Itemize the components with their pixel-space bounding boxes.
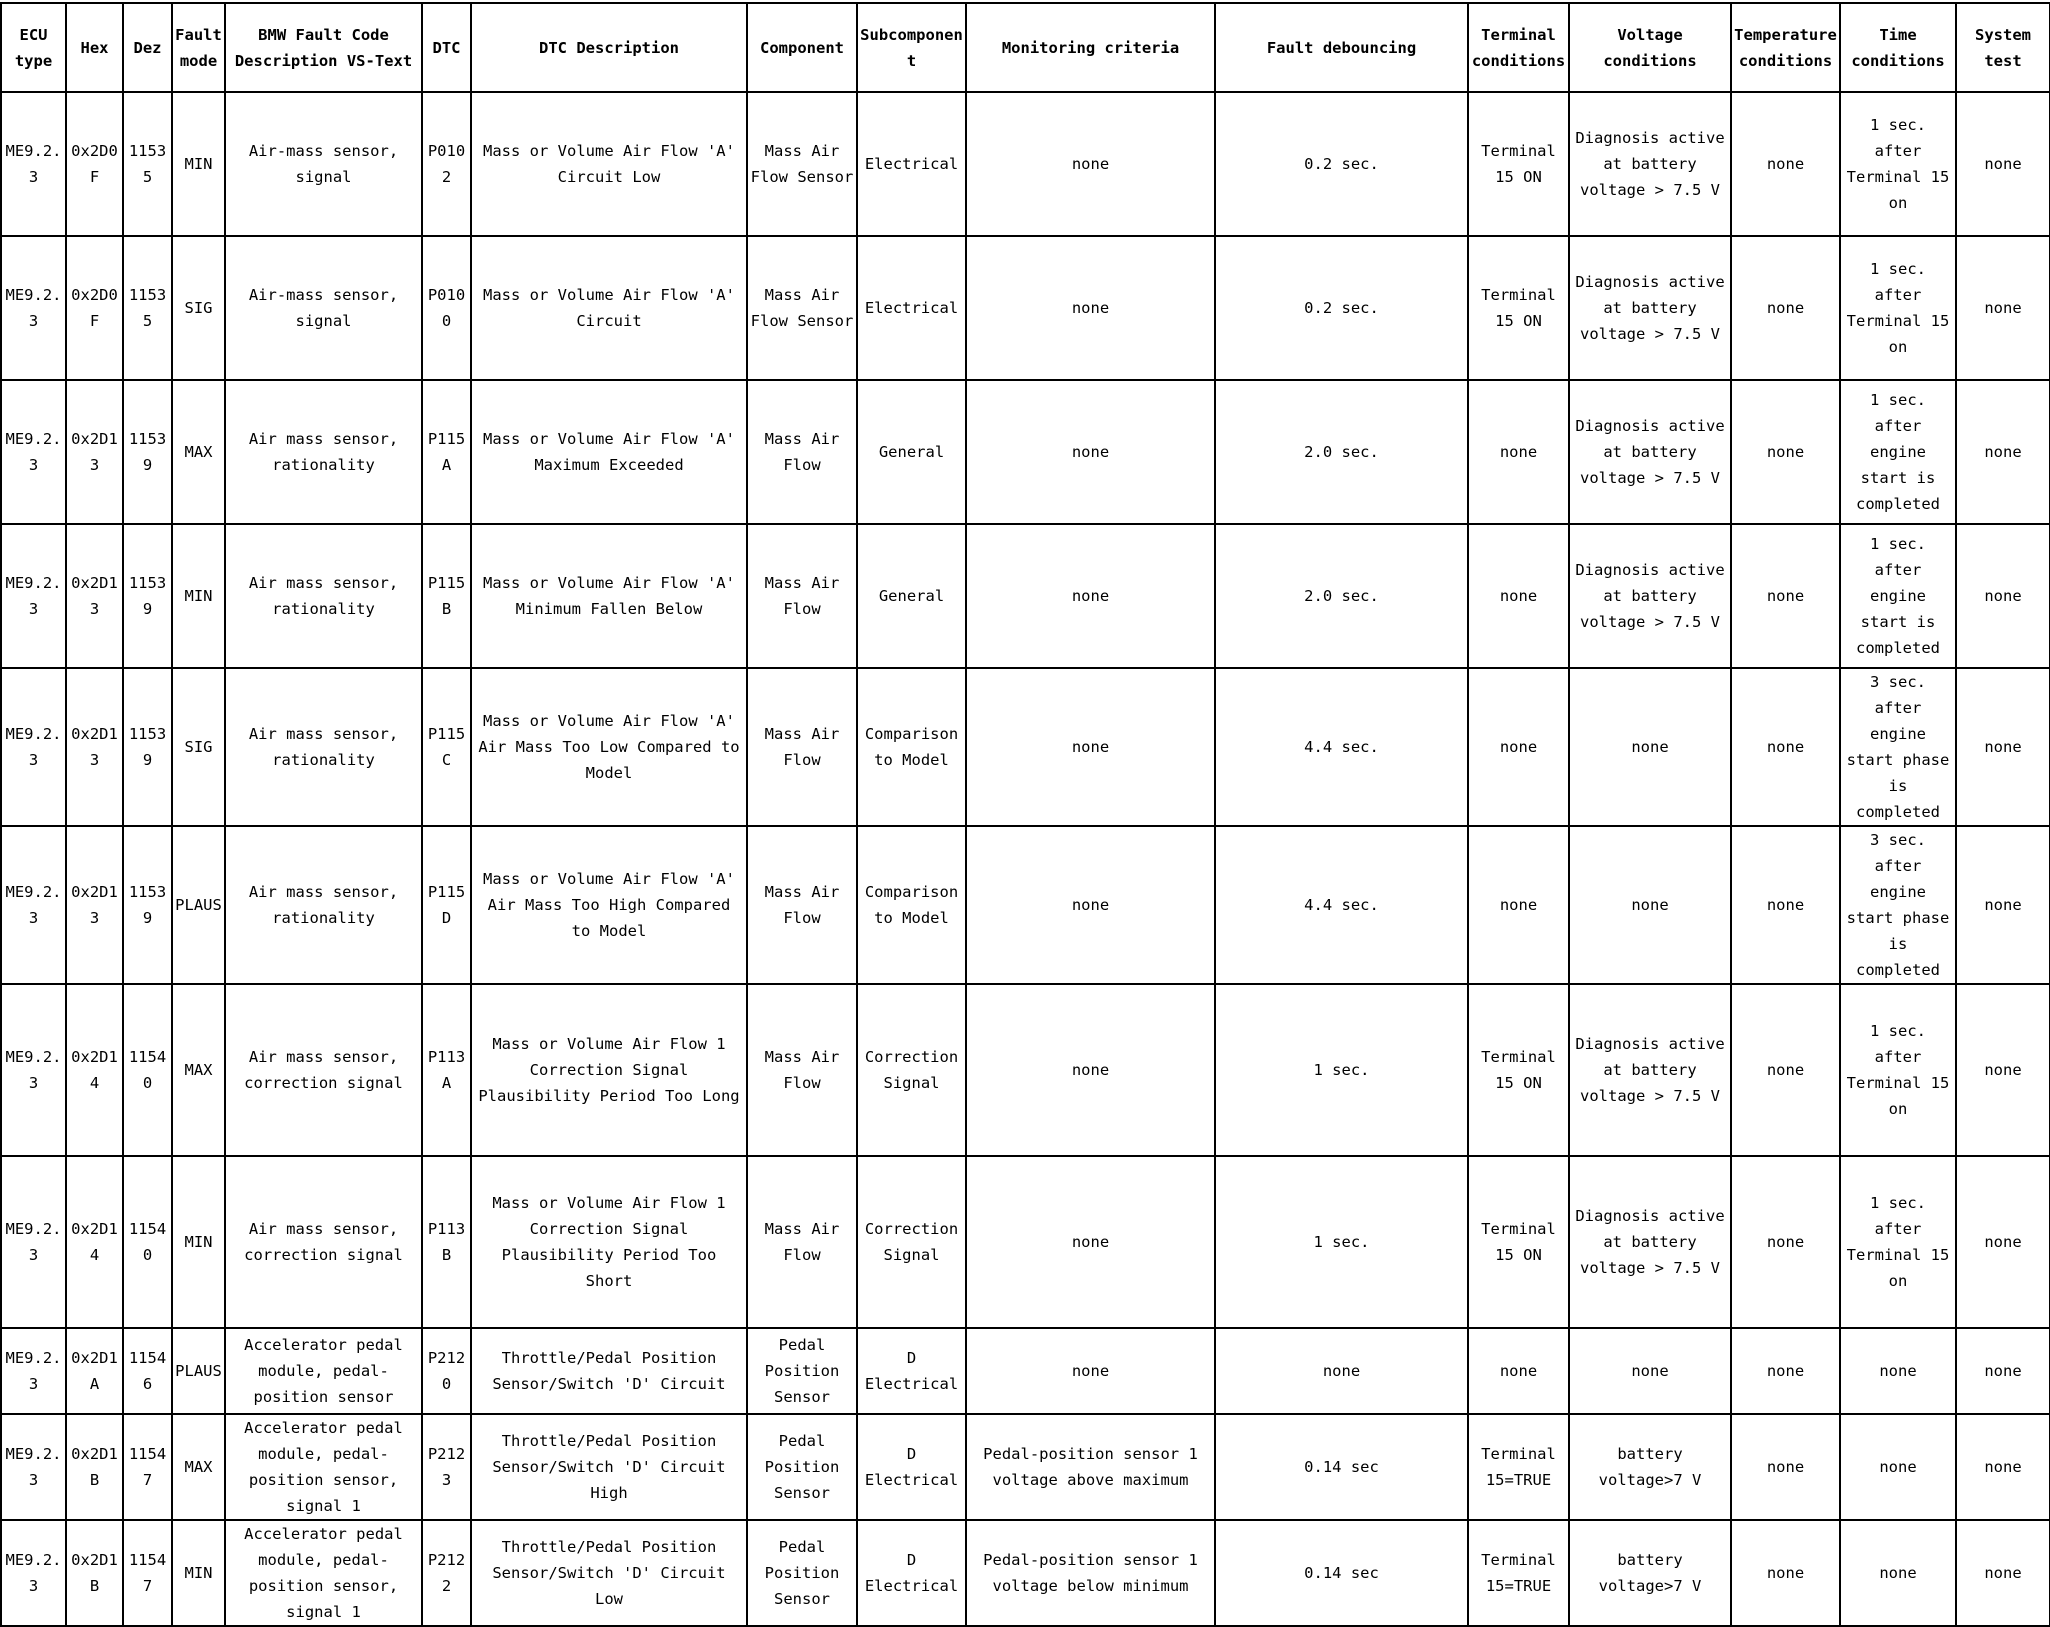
cell-temperature-conditions: none: [1731, 1414, 1840, 1520]
cell-bmw-description: Accelerator pedal module, pedal-position sensor: [225, 1328, 422, 1414]
cell-time-conditions: 3 sec. after engine start phase is completed: [1840, 668, 1956, 826]
cell-ecu-type: ME9.2.3: [1, 1520, 66, 1626]
cell-system-test: none: [1956, 380, 2050, 524]
cell-monitoring-criteria: none: [966, 1156, 1215, 1328]
cell-dez: 11535: [123, 236, 172, 380]
cell-ecu-type: ME9.2.3: [1, 1156, 66, 1328]
cell-voltage-conditions: none: [1569, 668, 1731, 826]
cell-time-conditions: 1 sec. after Terminal 15 on: [1840, 984, 1956, 1156]
table-row: [1, 1520, 2050, 1626]
cell-dez: 11547: [123, 1414, 172, 1520]
cell-fault-mode: SIG: [172, 236, 225, 380]
cell-system-test: none: [1956, 1328, 2050, 1414]
cell-temperature-conditions: none: [1731, 1520, 1840, 1626]
table-row: [1, 380, 2050, 524]
col-header-ecu-type: ECU type: [1, 3, 66, 92]
cell-monitoring-criteria: none: [966, 668, 1215, 826]
cell-subcomponent: Correction Signal: [857, 1156, 966, 1328]
cell-monitoring-criteria: none: [966, 984, 1215, 1156]
cell-system-test: none: [1956, 1520, 2050, 1626]
cell-system-test: none: [1956, 92, 2050, 236]
cell-dtc-description: Mass or Volume Air Flow 'A' Minimum Fallen Below: [471, 524, 747, 668]
cell-dez: 11539: [123, 524, 172, 668]
cell-system-test: none: [1956, 984, 2050, 1156]
cell-subcomponent: D Electrical: [857, 1328, 966, 1414]
col-header-time-conditions: Time conditions: [1840, 3, 1956, 92]
cell-hex: 0x2D13: [66, 668, 123, 826]
cell-dtc-description: Mass or Volume Air Flow 'A' Circuit Low: [471, 92, 747, 236]
cell-terminal-conditions: none: [1468, 1328, 1569, 1414]
cell-dtc-description: Throttle/Pedal Position Sensor/Switch 'D' Circuit Low: [471, 1520, 747, 1626]
cell-fault-debouncing: 0.14 sec: [1215, 1414, 1468, 1520]
cell-subcomponent: D Electrical: [857, 1520, 966, 1626]
cell-dtc: P2122: [422, 1520, 471, 1626]
cell-dtc-description: Mass or Volume Air Flow 'A' Air Mass Too Low Compared to Model: [471, 668, 747, 826]
cell-voltage-conditions: Diagnosis active at battery voltage > 7.5 V: [1569, 92, 1731, 236]
cell-terminal-conditions: Terminal 15 ON: [1468, 236, 1569, 380]
cell-ecu-type: ME9.2.3: [1, 524, 66, 668]
cell-subcomponent: Electrical: [857, 92, 966, 236]
cell-subcomponent: Electrical: [857, 236, 966, 380]
cell-monitoring-criteria: none: [966, 380, 1215, 524]
cell-fault-debouncing: 2.0 sec.: [1215, 524, 1468, 668]
cell-dtc: P2120: [422, 1328, 471, 1414]
cell-dez: 11539: [123, 380, 172, 524]
cell-ecu-type: ME9.2.3: [1, 1328, 66, 1414]
col-header-temperature-conditions: Temperature conditions: [1731, 3, 1840, 92]
cell-bmw-description: Air mass sensor, correction signal: [225, 1156, 422, 1328]
cell-bmw-description: Accelerator pedal module, pedal-position sensor, signal 1: [225, 1414, 422, 1520]
cell-ecu-type: ME9.2.3: [1, 1414, 66, 1520]
cell-component: Mass Air Flow: [747, 668, 857, 826]
cell-subcomponent: D Electrical: [857, 1414, 966, 1520]
cell-time-conditions: 1 sec. after Terminal 15 on: [1840, 236, 1956, 380]
table-row: [1, 1328, 2050, 1414]
cell-component: Pedal Position Sensor: [747, 1520, 857, 1626]
cell-subcomponent: Comparison to Model: [857, 668, 966, 826]
cell-fault-debouncing: 1 sec.: [1215, 984, 1468, 1156]
cell-monitoring-criteria: none: [966, 1328, 1215, 1414]
cell-fault-mode: MIN: [172, 1156, 225, 1328]
cell-temperature-conditions: none: [1731, 668, 1840, 826]
cell-ecu-type: ME9.2.3: [1, 236, 66, 380]
cell-monitoring-criteria: Pedal-position sensor 1 voltage below minimum: [966, 1520, 1215, 1626]
cell-bmw-description: Air-mass sensor, signal: [225, 92, 422, 236]
col-header-bmw-description: BMW Fault Code Description VS-Text: [225, 3, 422, 92]
col-header-fault-mode: Fault mode: [172, 3, 225, 92]
table-row: [1, 524, 2050, 668]
cell-bmw-description: Air mass sensor, rationality: [225, 668, 422, 826]
cell-hex: 0x2D0F: [66, 236, 123, 380]
cell-bmw-description: Air mass sensor, correction signal: [225, 984, 422, 1156]
cell-time-conditions: 1 sec. after Terminal 15 on: [1840, 92, 1956, 236]
cell-dez: 11546: [123, 1328, 172, 1414]
cell-dtc: P113A: [422, 984, 471, 1156]
cell-hex: 0x2D1B: [66, 1414, 123, 1520]
cell-voltage-conditions: battery voltage>7 V: [1569, 1414, 1731, 1520]
col-header-dtc: DTC: [422, 3, 471, 92]
cell-dtc-description: Throttle/Pedal Position Sensor/Switch 'D' Circuit High: [471, 1414, 747, 1520]
cell-dtc: P2123: [422, 1414, 471, 1520]
cell-monitoring-criteria: Pedal-position sensor 1 voltage above maximum: [966, 1414, 1215, 1520]
cell-dez: 11540: [123, 984, 172, 1156]
cell-fault-debouncing: 0.14 sec: [1215, 1520, 1468, 1626]
cell-monitoring-criteria: none: [966, 92, 1215, 236]
table-row: [1, 826, 2050, 984]
cell-time-conditions: 1 sec. after Terminal 15 on: [1840, 1156, 1956, 1328]
cell-dez: 11539: [123, 826, 172, 984]
cell-system-test: none: [1956, 1156, 2050, 1328]
cell-dtc-description: Mass or Volume Air Flow 'A' Circuit: [471, 236, 747, 380]
cell-fault-debouncing: 2.0 sec.: [1215, 380, 1468, 524]
table-row: [1, 236, 2050, 380]
cell-fault-mode: PLAUS: [172, 826, 225, 984]
cell-dtc: P0102: [422, 92, 471, 236]
cell-component: Mass Air Flow: [747, 524, 857, 668]
cell-subcomponent: General: [857, 524, 966, 668]
col-header-dez: Dez: [123, 3, 172, 92]
cell-terminal-conditions: Terminal 15=TRUE: [1468, 1520, 1569, 1626]
cell-component: Pedal Position Sensor: [747, 1328, 857, 1414]
cell-temperature-conditions: none: [1731, 1156, 1840, 1328]
cell-terminal-conditions: Terminal 15 ON: [1468, 92, 1569, 236]
col-header-monitoring-criteria: Monitoring criteria: [966, 3, 1215, 92]
cell-monitoring-criteria: none: [966, 236, 1215, 380]
cell-voltage-conditions: Diagnosis active at battery voltage > 7.5 V: [1569, 236, 1731, 380]
cell-bmw-description: Air-mass sensor, signal: [225, 236, 422, 380]
cell-dtc-description: Mass or Volume Air Flow 1 Correction Signal Plausibility Period Too Long: [471, 984, 747, 1156]
cell-dez: 11535: [123, 92, 172, 236]
cell-dtc-description: Mass or Volume Air Flow 'A' Maximum Exceeded: [471, 380, 747, 524]
cell-dtc: P113B: [422, 1156, 471, 1328]
cell-temperature-conditions: none: [1731, 92, 1840, 236]
cell-dtc-description: Mass or Volume Air Flow 1 Correction Signal Plausibility Period Too Short: [471, 1156, 747, 1328]
cell-hex: 0x2D13: [66, 826, 123, 984]
cell-ecu-type: ME9.2.3: [1, 984, 66, 1156]
cell-system-test: none: [1956, 524, 2050, 668]
cell-system-test: none: [1956, 668, 2050, 826]
cell-fault-debouncing: none: [1215, 1328, 1468, 1414]
cell-dtc-description: Throttle/Pedal Position Sensor/Switch 'D' Circuit: [471, 1328, 747, 1414]
col-header-fault-debouncing: Fault debouncing: [1215, 3, 1468, 92]
table-row: [1, 1414, 2050, 1520]
cell-dtc: P0100: [422, 236, 471, 380]
cell-fault-debouncing: 1 sec.: [1215, 1156, 1468, 1328]
cell-temperature-conditions: none: [1731, 984, 1840, 1156]
table-body: [1, 92, 2050, 1626]
cell-ecu-type: ME9.2.3: [1, 668, 66, 826]
cell-fault-debouncing: 0.2 sec.: [1215, 236, 1468, 380]
cell-terminal-conditions: Terminal 15 ON: [1468, 984, 1569, 1156]
table-row: [1, 984, 2050, 1156]
cell-component: Mass Air Flow: [747, 826, 857, 984]
cell-dtc: P115D: [422, 826, 471, 984]
cell-fault-mode: MIN: [172, 1520, 225, 1626]
cell-fault-mode: MAX: [172, 984, 225, 1156]
cell-bmw-description: Air mass sensor, rationality: [225, 826, 422, 984]
cell-component: Mass Air Flow: [747, 1156, 857, 1328]
table-row: [1, 92, 2050, 236]
header-row: [1, 3, 2050, 92]
cell-fault-mode: MAX: [172, 380, 225, 524]
cell-component: Pedal Position Sensor: [747, 1414, 857, 1520]
cell-terminal-conditions: none: [1468, 524, 1569, 668]
col-header-voltage-conditions: Voltage conditions: [1569, 3, 1731, 92]
cell-hex: 0x2D0F: [66, 92, 123, 236]
cell-system-test: none: [1956, 1414, 2050, 1520]
fault-code-table: [0, 2, 2050, 1627]
cell-temperature-conditions: none: [1731, 380, 1840, 524]
cell-dez: 11539: [123, 668, 172, 826]
cell-temperature-conditions: none: [1731, 524, 1840, 668]
cell-bmw-description: Air mass sensor, rationality: [225, 524, 422, 668]
cell-fault-mode: MAX: [172, 1414, 225, 1520]
cell-voltage-conditions: Diagnosis active at battery voltage > 7.5 V: [1569, 380, 1731, 524]
cell-monitoring-criteria: none: [966, 826, 1215, 984]
cell-fault-mode: SIG: [172, 668, 225, 826]
cell-hex: 0x2D1A: [66, 1328, 123, 1414]
cell-fault-debouncing: 4.4 sec.: [1215, 826, 1468, 984]
cell-voltage-conditions: Diagnosis active at battery voltage > 7.5 V: [1569, 524, 1731, 668]
col-header-terminal-conditions: Terminal conditions: [1468, 3, 1569, 92]
cell-bmw-description: Accelerator pedal module, pedal-position sensor, signal 1: [225, 1520, 422, 1626]
cell-bmw-description: Air mass sensor, rationality: [225, 380, 422, 524]
cell-time-conditions: 1 sec. after engine start is completed: [1840, 524, 1956, 668]
col-header-system-test: System test: [1956, 3, 2050, 92]
col-header-subcomponent: Subcomponent: [857, 3, 966, 92]
cell-dtc: P115B: [422, 524, 471, 668]
cell-voltage-conditions: Diagnosis active at battery voltage > 7.5 V: [1569, 984, 1731, 1156]
cell-time-conditions: none: [1840, 1520, 1956, 1626]
cell-subcomponent: General: [857, 380, 966, 524]
cell-voltage-conditions: none: [1569, 1328, 1731, 1414]
table-row: [1, 668, 2050, 826]
cell-hex: 0x2D13: [66, 380, 123, 524]
cell-fault-mode: MIN: [172, 92, 225, 236]
cell-time-conditions: none: [1840, 1328, 1956, 1414]
cell-voltage-conditions: Diagnosis active at battery voltage > 7.5 V: [1569, 1156, 1731, 1328]
cell-terminal-conditions: Terminal 15=TRUE: [1468, 1414, 1569, 1520]
cell-time-conditions: none: [1840, 1414, 1956, 1520]
cell-subcomponent: Correction Signal: [857, 984, 966, 1156]
cell-dtc: P115A: [422, 380, 471, 524]
cell-component: Mass Air Flow: [747, 984, 857, 1156]
cell-terminal-conditions: Terminal 15 ON: [1468, 1156, 1569, 1328]
cell-fault-mode: MIN: [172, 524, 225, 668]
cell-voltage-conditions: battery voltage>7 V: [1569, 1520, 1731, 1626]
cell-ecu-type: ME9.2.3: [1, 380, 66, 524]
cell-terminal-conditions: none: [1468, 668, 1569, 826]
col-header-component: Component: [747, 3, 857, 92]
cell-ecu-type: ME9.2.3: [1, 92, 66, 236]
cell-component: Mass Air Flow: [747, 380, 857, 524]
cell-component: Mass Air Flow Sensor: [747, 236, 857, 380]
cell-temperature-conditions: none: [1731, 826, 1840, 984]
cell-subcomponent: Comparison to Model: [857, 826, 966, 984]
col-header-hex: Hex: [66, 3, 123, 92]
cell-dtc-description: Mass or Volume Air Flow 'A' Air Mass Too High Compared to Model: [471, 826, 747, 984]
cell-system-test: none: [1956, 236, 2050, 380]
cell-dez: 11540: [123, 1156, 172, 1328]
cell-time-conditions: 3 sec. after engine start phase is completed: [1840, 826, 1956, 984]
cell-dtc: P115C: [422, 668, 471, 826]
cell-hex: 0x2D1B: [66, 1520, 123, 1626]
cell-system-test: none: [1956, 826, 2050, 984]
col-header-dtc-description: DTC Description: [471, 3, 747, 92]
cell-temperature-conditions: none: [1731, 1328, 1840, 1414]
table-row: [1, 1156, 2050, 1328]
cell-time-conditions: 1 sec. after engine start is completed: [1840, 380, 1956, 524]
cell-ecu-type: ME9.2.3: [1, 826, 66, 984]
cell-terminal-conditions: none: [1468, 380, 1569, 524]
cell-hex: 0x2D14: [66, 984, 123, 1156]
cell-fault-debouncing: 4.4 sec.: [1215, 668, 1468, 826]
cell-monitoring-criteria: none: [966, 524, 1215, 668]
cell-hex: 0x2D13: [66, 524, 123, 668]
cell-fault-debouncing: 0.2 sec.: [1215, 92, 1468, 236]
cell-terminal-conditions: none: [1468, 826, 1569, 984]
cell-hex: 0x2D14: [66, 1156, 123, 1328]
cell-voltage-conditions: none: [1569, 826, 1731, 984]
cell-dez: 11547: [123, 1520, 172, 1626]
cell-component: Mass Air Flow Sensor: [747, 92, 857, 236]
cell-fault-mode: PLAUS: [172, 1328, 225, 1414]
cell-temperature-conditions: none: [1731, 236, 1840, 380]
